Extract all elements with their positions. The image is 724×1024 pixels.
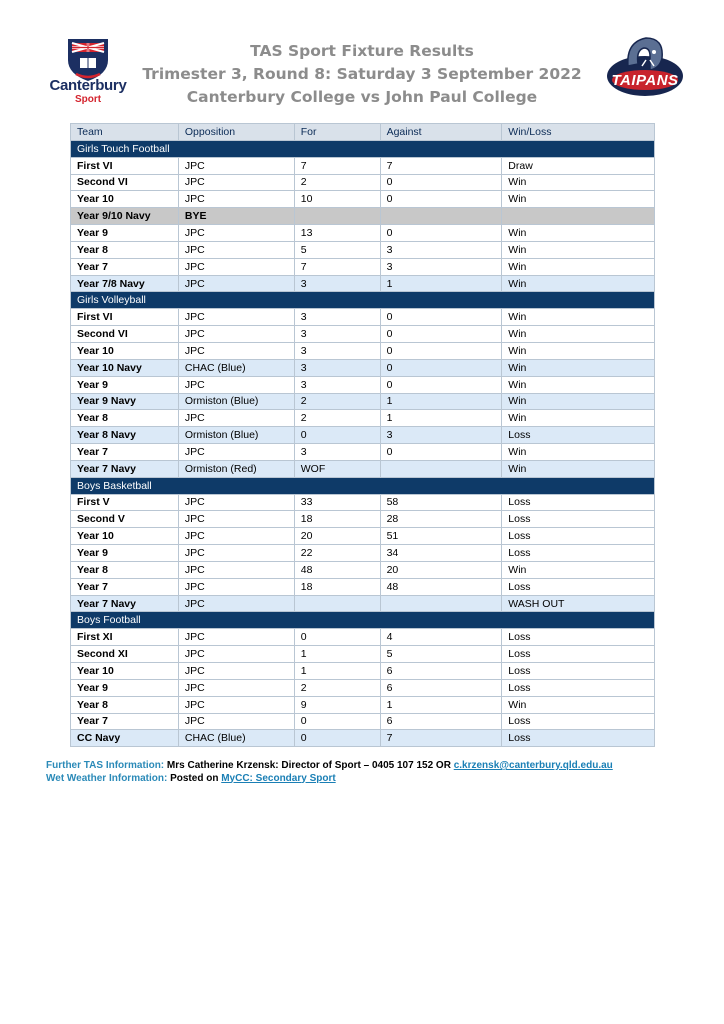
against-cell: 34 [380,545,502,562]
result-cell: Win [502,191,655,208]
team-cell: Year 7 [71,713,179,730]
opposition-cell: JPC [178,494,294,511]
for-cell: 3 [294,342,380,359]
section-header-row [71,292,655,309]
table-row [71,410,655,427]
result-cell: Win [502,241,655,258]
team-cell: Second V [71,511,179,528]
against-cell: 0 [380,359,502,376]
table-row [71,663,655,680]
against-cell: 6 [380,663,502,680]
section-title: Boys Football [71,612,655,629]
table-row [71,545,655,562]
section-title: Boys Basketball [71,477,655,494]
table-row [71,646,655,663]
result-cell: Win [502,410,655,427]
team-cell: Second XI [71,646,179,663]
opposition-cell: Ormiston (Blue) [178,427,294,444]
opposition-cell: JPC [178,629,294,646]
table-row [71,342,655,359]
canterbury-sport-logo [40,34,136,110]
tas-info-label: Further TAS Information: [46,760,165,771]
for-cell: WOF [294,460,380,477]
table-row [71,241,655,258]
team-cell: Year 10 [71,342,179,359]
against-cell: 6 [380,679,502,696]
result-cell: WASH OUT [502,595,655,612]
table-row [71,494,655,511]
team-cell: Year 8 [71,410,179,427]
section-header-row [71,612,655,629]
team-cell: Year 8 [71,561,179,578]
opposition-cell: CHAC (Blue) [178,730,294,747]
logo-subtitle: Sport [74,94,102,105]
team-cell: Year 10 Navy [71,359,179,376]
opposition-cell: JPC [178,191,294,208]
result-cell: Win [502,275,655,292]
team-cell: First V [71,494,179,511]
against-cell: 1 [380,275,502,292]
opposition-cell: JPC [178,309,294,326]
result-cell: Win [502,309,655,326]
result-cell: Loss [502,511,655,528]
opposition-cell: JPC [178,528,294,545]
table-row [71,275,655,292]
table-row [71,174,655,191]
taipans-logo [604,34,686,106]
opposition-cell: JPC [178,561,294,578]
against-cell: 48 [380,578,502,595]
for-cell: 2 [294,174,380,191]
table-row [71,679,655,696]
table-row [71,376,655,393]
result-cell: Win [502,258,655,275]
title-line-2: Trimester 3, Round 8: Saturday 3 September 2022 [142,65,582,83]
table-row [71,258,655,275]
results-table [70,123,655,747]
team-cell: First VI [71,309,179,326]
opposition-cell: JPC [178,595,294,612]
team-cell: Year 9 [71,545,179,562]
table-row [71,326,655,343]
for-cell: 20 [294,528,380,545]
result-cell: Loss [502,679,655,696]
against-cell: 4 [380,629,502,646]
against-cell: 0 [380,309,502,326]
table-row [71,713,655,730]
result-cell: Loss [502,578,655,595]
team-cell: Year 8 [71,696,179,713]
weather-info-line [46,773,613,786]
against-cell: 3 [380,427,502,444]
column-header-team: Team [71,124,179,141]
opposition-cell: JPC [178,511,294,528]
for-cell: 5 [294,241,380,258]
against-cell: 7 [380,730,502,747]
team-cell: Year 9 Navy [71,393,179,410]
for-cell: 0 [294,629,380,646]
table-row [71,444,655,461]
against-cell: 58 [380,494,502,511]
team-cell: Year 9 [71,376,179,393]
result-cell: Loss [502,629,655,646]
for-cell: 9 [294,696,380,713]
against-cell [380,460,502,477]
table-row [71,208,655,225]
against-cell: 1 [380,393,502,410]
against-cell [380,595,502,612]
opposition-cell: JPC [178,342,294,359]
results-body [71,140,655,746]
team-cell: Year 7 [71,444,179,461]
result-cell: Win [502,561,655,578]
title-line-3: Canterbury College vs John Paul College [186,88,538,106]
for-cell: 0 [294,730,380,747]
tas-email-link[interactable]: c.krzensk@canterbury.qld.edu.au [453,760,613,771]
result-cell: Win [502,376,655,393]
for-cell: 13 [294,225,380,242]
result-cell: Loss [502,730,655,747]
tas-info-text: Mrs Catherine Krzensk: Director of Sport – 0405 107 152 OR [166,760,451,771]
team-cell: Year 9 [71,679,179,696]
for-cell: 2 [294,393,380,410]
title-line-1: TAS Sport Fixture Results [250,42,474,60]
result-cell: Loss [502,663,655,680]
against-cell: 0 [380,376,502,393]
table-row [71,561,655,578]
opposition-cell: JPC [178,696,294,713]
against-cell: 20 [380,561,502,578]
for-cell: 3 [294,444,380,461]
team-cell: Year 10 [71,191,179,208]
result-cell: Win [502,696,655,713]
team-cell: Year 9 [71,225,179,242]
against-cell: 7 [380,157,502,174]
result-cell [502,208,655,225]
against-cell: 5 [380,646,502,663]
for-cell: 3 [294,275,380,292]
opposition-cell: Ormiston (Blue) [178,393,294,410]
against-cell: 3 [380,241,502,258]
result-cell: Win [502,393,655,410]
opposition-cell: JPC [178,646,294,663]
result-cell: Loss [502,713,655,730]
logo-wordmark: Canterbury [49,77,127,94]
team-cell: Year 8 [71,241,179,258]
team-cell: Year 8 Navy [71,427,179,444]
against-cell: 0 [380,342,502,359]
for-cell: 22 [294,545,380,562]
opposition-cell: JPC [178,258,294,275]
team-cell: Year 7 Navy [71,595,179,612]
team-cell: Year 9/10 Navy [71,208,179,225]
team-cell: Year 7/8 Navy [71,275,179,292]
against-cell: 6 [380,713,502,730]
snake-icon [604,34,686,106]
for-cell: 48 [294,561,380,578]
team-cell: Year 7 [71,258,179,275]
result-cell: Draw [502,157,655,174]
team-cell: Year 10 [71,528,179,545]
table-row [71,393,655,410]
table-row [71,528,655,545]
for-cell: 10 [294,191,380,208]
for-cell: 3 [294,376,380,393]
team-cell: Year 7 Navy [71,460,179,477]
opposition-cell: JPC [178,376,294,393]
opposition-cell: Ormiston (Red) [178,460,294,477]
team-cell: Second VI [71,326,179,343]
mycc-sport-link[interactable]: MyCC: Secondary Sport [221,772,336,784]
opposition-cell: JPC [178,275,294,292]
opposition-cell: JPC [178,174,294,191]
opposition-cell: JPC [178,326,294,343]
table-header-row [71,124,655,141]
team-cell: First VI [71,157,179,174]
weather-info-label: Wet Weather Information: [46,772,168,784]
for-cell [294,208,380,225]
opposition-cell: JPC [178,713,294,730]
opposition-cell: JPC [178,663,294,680]
against-cell: 1 [380,696,502,713]
opposition-cell: JPC [178,578,294,595]
against-cell [380,208,502,225]
against-cell: 0 [380,225,502,242]
for-cell: 0 [294,427,380,444]
team-cell: CC Navy [71,730,179,747]
taipans-wordmark: TAIPANS [611,72,679,89]
table-row [71,696,655,713]
result-cell: Loss [502,545,655,562]
table-row [71,460,655,477]
for-cell: 0 [294,713,380,730]
section-title: Girls Volleyball [71,292,655,309]
for-cell: 1 [294,663,380,680]
for-cell: 1 [294,646,380,663]
result-cell: Loss [502,427,655,444]
result-cell: Loss [502,646,655,663]
table-row [71,578,655,595]
for-cell: 3 [294,309,380,326]
section-title: Girls Touch Football [71,140,655,157]
against-cell: 0 [380,326,502,343]
for-cell: 3 [294,326,380,343]
for-cell: 2 [294,410,380,427]
result-cell: Win [502,326,655,343]
table-row [71,595,655,612]
team-cell: Year 10 [71,663,179,680]
for-cell: 7 [294,157,380,174]
opposition-cell: BYE [178,208,294,225]
page-title [140,40,584,109]
opposition-cell: JPC [178,679,294,696]
result-cell: Win [502,460,655,477]
table-row [71,225,655,242]
opposition-cell: JPC [178,545,294,562]
table-row [71,359,655,376]
opposition-cell: JPC [178,444,294,461]
opposition-cell: JPC [178,241,294,258]
opposition-cell: JPC [178,225,294,242]
result-cell: Win [502,225,655,242]
result-cell: Win [502,342,655,359]
table-row [71,427,655,444]
footer-info [46,760,613,785]
against-cell: 0 [380,191,502,208]
table-row [71,157,655,174]
tas-info-line [46,760,613,773]
against-cell: 0 [380,444,502,461]
column-header-against: Against [380,124,502,141]
team-cell: Second VI [71,174,179,191]
result-cell: Win [502,174,655,191]
result-cell: Loss [502,528,655,545]
section-header-row [71,477,655,494]
column-header-win-loss: Win/Loss [502,124,655,141]
for-cell [294,595,380,612]
for-cell: 7 [294,258,380,275]
against-cell: 3 [380,258,502,275]
opposition-cell: JPC [178,410,294,427]
result-cell: Win [502,359,655,376]
table-row [71,511,655,528]
section-header-row [71,140,655,157]
against-cell: 51 [380,528,502,545]
result-cell: Loss [502,494,655,511]
table-row [71,191,655,208]
against-cell: 28 [380,511,502,528]
opposition-cell: JPC [178,157,294,174]
for-cell: 3 [294,359,380,376]
against-cell: 1 [380,410,502,427]
for-cell: 18 [294,511,380,528]
team-cell: Year 7 [71,578,179,595]
result-cell: Win [502,444,655,461]
for-cell: 33 [294,494,380,511]
column-header-for: For [294,124,380,141]
opposition-cell: CHAC (Blue) [178,359,294,376]
weather-info-text: Posted on [170,772,219,784]
team-cell: First XI [71,629,179,646]
against-cell: 0 [380,174,502,191]
table-row [71,629,655,646]
for-cell: 2 [294,679,380,696]
column-header-opposition: Opposition [178,124,294,141]
for-cell: 18 [294,578,380,595]
table-row [71,730,655,747]
table-row [71,309,655,326]
